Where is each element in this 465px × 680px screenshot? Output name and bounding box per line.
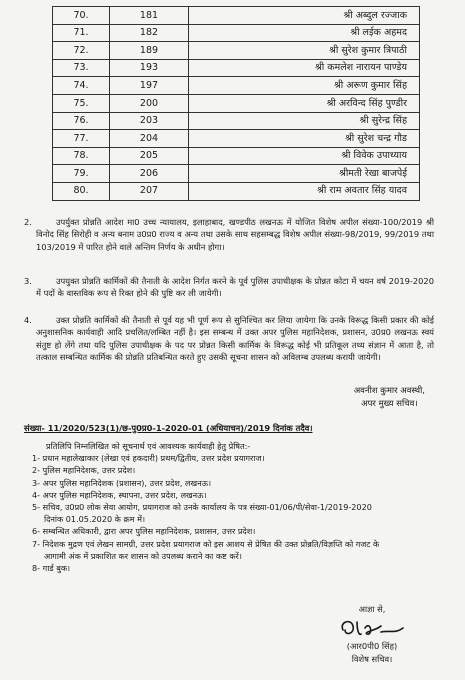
seniority-number-cell: 197: [110, 77, 189, 95]
officer-name-cell: श्री लईक अहमद: [189, 24, 420, 42]
seniority-number-cell: 182: [110, 24, 189, 42]
seniority-number-cell: 200: [110, 94, 189, 112]
reference-number: संख्या- 11/2020/523(1)/छ-पु0प्र0-1-2020-01 (अधियाचन)/2019 दिनांक तदैव।: [24, 423, 313, 433]
paragraph-number: 2.: [24, 217, 32, 227]
copy-item: 6- सम्बन्धित अधिकारी, द्वारा अपर पुलिस महानिदेशक, प्रशासन, उत्तर प्रदेश।: [32, 526, 256, 537]
copy-item: 5- सचिव, उ0प्र0 लोक सेवा आयोग, प्रयागराज को उनके कार्यालय के पत्र संख्या-01/06/पी/सेवा-1/2019-2020: [32, 502, 372, 513]
seniority-number-cell: 204: [110, 130, 189, 148]
officer-name-cell: श्री अब्दुल रज्जाक: [189, 7, 420, 25]
copy-item: 3- अपर पुलिस महानिदेशक (प्रशासन), उत्तर प्रदेश, लखनऊ।: [32, 477, 212, 488]
seniority-number-cell: 205: [110, 147, 189, 165]
copy-item-continuation: आगामी अंक में प्रकाशित कर शासन को उपलब्ध कराने का कष्ट करें।: [44, 550, 242, 561]
serial-cell: 70.: [53, 7, 110, 25]
copy-item: 8- गार्ड बुक।: [32, 563, 71, 574]
serial-cell: 71.: [53, 24, 110, 42]
signature-block-2: [327, 603, 417, 666]
paragraph-4: [24, 314, 434, 364]
signatory-designation: विशेष सचिव।: [351, 654, 393, 664]
table-row: [53, 147, 420, 165]
officer-name-cell: श्री राम अवतार सिंह यादव: [189, 182, 420, 200]
signatory-name: (आर0पी0 सिंह): [346, 641, 398, 651]
signature-block-1: [354, 385, 425, 411]
paragraph-text: उपर्युक्त प्रोन्नति आदेश मा0 उच्च न्यायालय, इलाहाबाद, खण्डपीठ लखनऊ में योजित विशेष अपील संख्या-100/2019 श्री विनोद सिंह सिरोही व अन्य बनाम उ0प्र0 राज्य व अन्य तथा उसके साथ सहसम्बद्ध विशेष अपील संख्या-98/2019, 99/2019 तथा 103/2019 में पारित होने वाले अन्तिम निर्णय के अधीन होगा।: [36, 217, 434, 252]
officer-name-cell: श्री सुरेन्द्र सिंह: [189, 112, 420, 130]
signatory-designation: अपर मुख्य सचिव।: [361, 399, 418, 409]
serial-cell: 78.: [53, 147, 110, 165]
copy-intro: प्रतिलिपि निम्नलिखित को सूचनार्थ एवं आवश्यक कार्यवाही हेतु प्रेषित:-: [46, 441, 251, 451]
serial-cell: 72.: [53, 42, 110, 60]
table-row: [53, 7, 420, 25]
officer-list-table: [52, 6, 420, 201]
officer-name-cell: श्री सुरेश कुमार त्रिपाठी: [189, 42, 420, 60]
paragraph-text: उपयुक्त प्रोन्नति कार्मिकों की तैनाती के आदेश निर्गत करने के पूर्व पुलिस उपाधीक्षक के प्रोन्नत कोटा में चयन वर्ष 2019-2020 में पदों के वास्तविक रूप से रिक्त होने की पुष्टि कर ली जायेगी।: [36, 276, 434, 299]
seniority-number-cell: 181: [110, 7, 189, 25]
seniority-number-cell: 193: [110, 59, 189, 77]
copy-item: 7- निदेशक मुद्रण एवं लेखन सामग्री, उत्तर प्रदेश प्रयागराज को इस आशय से प्रेषित की उक्त प्रोन्नति/विज्ञप्ति को गजट के: [32, 538, 380, 549]
order-line: आज्ञा से,: [358, 604, 386, 614]
officer-name-cell: श्री कमलेश नारायन पाण्डेय: [189, 59, 420, 77]
table-row: [53, 112, 420, 130]
handwritten-signature: [337, 616, 407, 640]
paragraph-number: 3.: [24, 276, 32, 286]
table-row: [53, 42, 420, 60]
serial-cell: 75.: [53, 94, 110, 112]
officer-name-cell: श्री सुरेश चन्द्र गौड: [189, 130, 420, 148]
serial-cell: 74.: [53, 77, 110, 95]
serial-cell: 73.: [53, 59, 110, 77]
paragraph-text: उक्त प्रोन्नति कार्मिकों की तैनाती से पूर्व यह भी पूर्ण रूप से सुनिश्चित कर लिया जायेगा कि उनके विरूद्ध किसी प्रकार की कोई अनुशासनिक कार्यवाही आदि प्रचलित/लम्बित नहीं है। इस सम्बन्ध में उक्त अपर पुलिस महानिदेशक, प्रशासन, उ0प्र0 लखनऊ स्वयं संतुष्ट हो लेंगे तथा यदि पुलिस उपाधीक्षक के पद पर प्रोन्नत किसी कार्मिक के विरूद्ध कोई भी प्रतिकूल तथ्य संज्ञान में आता है, तो तत्काल सम्बन्धित कार्मिक की प्रोन्नति प्रतिबन्धित करते हुए उसकी सूचना शासन को अविलम्ब उपलब्ध करायी जायेगी।: [36, 315, 434, 363]
table-row: [53, 94, 420, 112]
seniority-number-cell: 189: [110, 42, 189, 60]
signatory-name: अवनीश कुमार अवस्थी,: [353, 386, 425, 396]
seniority-number-cell: 207: [110, 182, 189, 200]
officer-name-cell: श्री विवेक उपाध्याय: [189, 147, 420, 165]
seniority-number-cell: 206: [110, 165, 189, 183]
table-row: [53, 59, 420, 77]
table-row: [53, 165, 420, 183]
copy-item-continuation: दिनांक 01.05.2020 के क्रम में।: [44, 514, 146, 525]
officer-list-body: [53, 7, 420, 201]
paragraph-number: 4.: [24, 315, 32, 325]
table-row: [53, 24, 420, 42]
table-row: [53, 130, 420, 148]
table-row: [53, 182, 420, 200]
seniority-number-cell: 203: [110, 112, 189, 130]
paragraph-3: [24, 275, 434, 300]
officer-name-cell: श्रीमती रेखा बाजपेई: [189, 165, 420, 183]
serial-cell: 77.: [53, 130, 110, 148]
serial-cell: 79.: [53, 165, 110, 183]
copy-item: 2- पुलिस महानिदेशक, उत्तर प्रदेश।: [32, 465, 136, 476]
table-row: [53, 77, 420, 95]
officer-name-cell: श्री अरूण कुमार सिंह: [189, 77, 420, 95]
copy-item: 4- अपर पुलिस महानिदेशक, स्थापना, उत्तर प्रदेश, लखनऊ।: [32, 489, 207, 500]
officer-name-cell: श्री अरविन्द सिंह पुण्डीर: [189, 94, 420, 112]
serial-cell: 76.: [53, 112, 110, 130]
copy-item: 1- प्रधान महालेखाकार (लेखा एवं हकदारी) प्रथम/द्वितीय, उत्तर प्रदेश प्रयागराज।: [32, 453, 265, 464]
copy-distribution: [32, 440, 432, 574]
paragraph-2: [24, 216, 434, 253]
serial-cell: 80.: [53, 182, 110, 200]
